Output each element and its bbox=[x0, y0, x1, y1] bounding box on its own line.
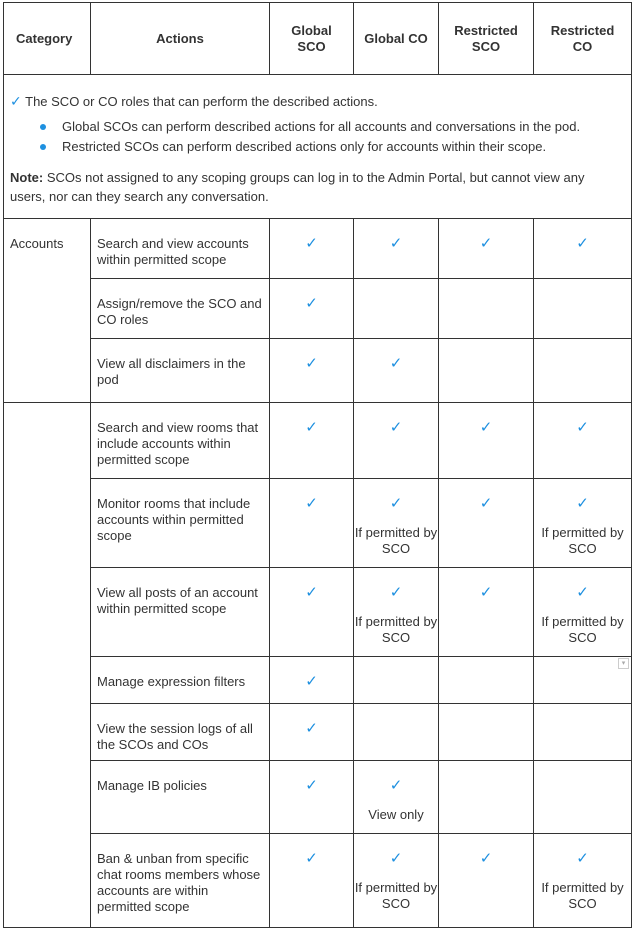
permission-cell bbox=[354, 657, 439, 704]
permission-note: If permitted by SCO bbox=[354, 525, 438, 556]
legend-line bbox=[10, 93, 623, 110]
permission-cell bbox=[534, 834, 632, 928]
permission-cell bbox=[354, 761, 439, 834]
check-icon: ✓ bbox=[479, 584, 493, 601]
permission-cell bbox=[439, 479, 534, 568]
bullet-dot-icon bbox=[40, 124, 46, 130]
permission-cell bbox=[270, 834, 354, 928]
permission-cell bbox=[439, 403, 534, 479]
permission-cell bbox=[534, 568, 632, 657]
permission-cell bbox=[270, 657, 354, 704]
permission-cell bbox=[354, 834, 439, 928]
check-icon: ✓ bbox=[305, 235, 318, 252]
permission-cell bbox=[534, 279, 632, 339]
permission-cell bbox=[270, 339, 354, 403]
table-row bbox=[4, 704, 632, 761]
header-global-co: Global CO bbox=[354, 3, 439, 75]
check-icon: ✓ bbox=[305, 419, 318, 436]
action-cell: Search and view rooms that include accounts within permitted scope bbox=[91, 403, 270, 479]
check-icon: ✓ bbox=[576, 419, 589, 436]
table-row bbox=[4, 279, 632, 339]
table-row bbox=[4, 219, 632, 279]
table-row bbox=[4, 403, 632, 479]
permission-cell bbox=[534, 403, 632, 479]
check-icon: ✓ bbox=[10, 93, 22, 109]
permission-cell bbox=[534, 479, 632, 568]
permission-cell bbox=[439, 834, 534, 928]
permission-cell bbox=[439, 761, 534, 834]
permission-cell bbox=[354, 403, 439, 479]
permission-cell bbox=[354, 219, 439, 279]
legend-text: The SCO or CO roles that can perform the described actions. bbox=[25, 94, 378, 109]
check-icon: ✓ bbox=[305, 495, 318, 512]
action-cell: View all disclaimers in the pod bbox=[91, 339, 270, 403]
check-icon: ✓ bbox=[479, 419, 493, 436]
permission-cell bbox=[439, 339, 534, 403]
check-icon: ✓ bbox=[305, 673, 318, 690]
permission-cell bbox=[270, 704, 354, 761]
table-row bbox=[4, 761, 632, 834]
header-global-sco: Global SCO bbox=[270, 3, 354, 75]
action-cell: Manage IB policies bbox=[91, 761, 270, 834]
check-icon: ✓ bbox=[389, 419, 403, 436]
permission-cell bbox=[354, 279, 439, 339]
dropdown-icon[interactable]: ▾ bbox=[618, 658, 629, 669]
permission-cell bbox=[439, 568, 534, 657]
intro-row bbox=[4, 75, 632, 219]
permission-cell bbox=[439, 279, 534, 339]
check-icon: ✓ bbox=[305, 777, 318, 794]
permission-note: If permitted by SCO bbox=[354, 614, 438, 645]
permission-cell bbox=[270, 219, 354, 279]
permission-cell bbox=[439, 657, 534, 704]
action-cell: View all posts of an account within permitted scope bbox=[91, 568, 270, 657]
note bbox=[10, 168, 623, 206]
check-icon: ✓ bbox=[576, 495, 589, 512]
table-row bbox=[4, 657, 632, 704]
permission-cell bbox=[270, 403, 354, 479]
check-icon: ✓ bbox=[479, 235, 493, 252]
permission-note: If permitted by SCO bbox=[541, 880, 624, 911]
note-label: Note: bbox=[10, 170, 44, 185]
action-cell: Assign/remove the SCO and CO roles bbox=[91, 279, 270, 339]
category-cell: Accounts bbox=[4, 219, 91, 403]
action-cell: Ban & unban from specific chat rooms members whose accounts are within permitted scope bbox=[91, 834, 270, 928]
table-row bbox=[4, 479, 632, 568]
bullet-global-sco: Global SCOs can perform described actions for all accounts and conversations in the pod. bbox=[40, 118, 623, 136]
check-icon: ✓ bbox=[389, 777, 403, 794]
header-row bbox=[4, 3, 632, 75]
permission-note: If permitted by SCO bbox=[541, 614, 624, 645]
check-icon: ✓ bbox=[576, 850, 589, 867]
permission-note: If permitted by SCO bbox=[354, 880, 438, 911]
permission-cell bbox=[354, 568, 439, 657]
permission-note: If permitted by SCO bbox=[541, 525, 624, 556]
check-icon: ✓ bbox=[389, 495, 403, 512]
permission-cell bbox=[354, 704, 439, 761]
permission-cell bbox=[354, 339, 439, 403]
permission-cell bbox=[439, 219, 534, 279]
action-cell: View the session logs of all the SCOs and COs bbox=[91, 704, 270, 761]
check-icon: ✓ bbox=[389, 235, 403, 252]
check-icon: ✓ bbox=[479, 495, 493, 512]
check-icon: ✓ bbox=[305, 355, 318, 372]
permission-cell bbox=[354, 479, 439, 568]
permission-cell bbox=[270, 568, 354, 657]
header-category: Category bbox=[4, 3, 91, 75]
table-row bbox=[4, 568, 632, 657]
scope-bullets bbox=[10, 118, 623, 156]
check-icon: ✓ bbox=[576, 584, 589, 601]
table-row bbox=[4, 834, 632, 928]
bullet-dot-icon bbox=[40, 144, 46, 150]
header-restricted-sco: Restricted SCO bbox=[439, 3, 534, 75]
permission-cell bbox=[534, 761, 632, 834]
action-cell: Search and view accounts within permitted scope bbox=[91, 219, 270, 279]
intro-cell bbox=[4, 75, 632, 219]
note-text: SCOs not assigned to any scoping groups can log in to the Admin Portal, but cannot view any users, nor can they search any conversation. bbox=[10, 170, 585, 204]
permission-note: View only bbox=[368, 807, 424, 822]
check-icon: ✓ bbox=[389, 850, 403, 867]
header-actions: Actions bbox=[91, 3, 270, 75]
bullet-restricted-sco: Restricted SCOs can perform described actions only for accounts within their scope. bbox=[40, 138, 623, 156]
permission-cell bbox=[534, 704, 632, 761]
header-restricted-co: Restricted CO bbox=[534, 3, 632, 75]
check-icon: ✓ bbox=[305, 295, 318, 312]
check-icon: ✓ bbox=[305, 584, 318, 601]
check-icon: ✓ bbox=[479, 850, 493, 867]
permission-cell bbox=[270, 761, 354, 834]
check-icon: ✓ bbox=[305, 720, 318, 737]
check-icon: ✓ bbox=[389, 355, 403, 372]
check-icon: ✓ bbox=[389, 584, 403, 601]
permission-cell bbox=[439, 704, 534, 761]
permission-cell bbox=[534, 657, 632, 704]
action-cell: Manage expression filters bbox=[91, 657, 270, 704]
check-icon: ✓ bbox=[305, 850, 318, 867]
permission-cell bbox=[534, 339, 632, 403]
check-icon: ✓ bbox=[576, 235, 589, 252]
permission-cell bbox=[534, 219, 632, 279]
permission-cell bbox=[270, 479, 354, 568]
roles-table bbox=[3, 2, 632, 928]
action-cell: Monitor rooms that include accounts within permitted scope bbox=[91, 479, 270, 568]
category-cell bbox=[4, 403, 91, 928]
table-row bbox=[4, 339, 632, 403]
permission-cell bbox=[270, 279, 354, 339]
